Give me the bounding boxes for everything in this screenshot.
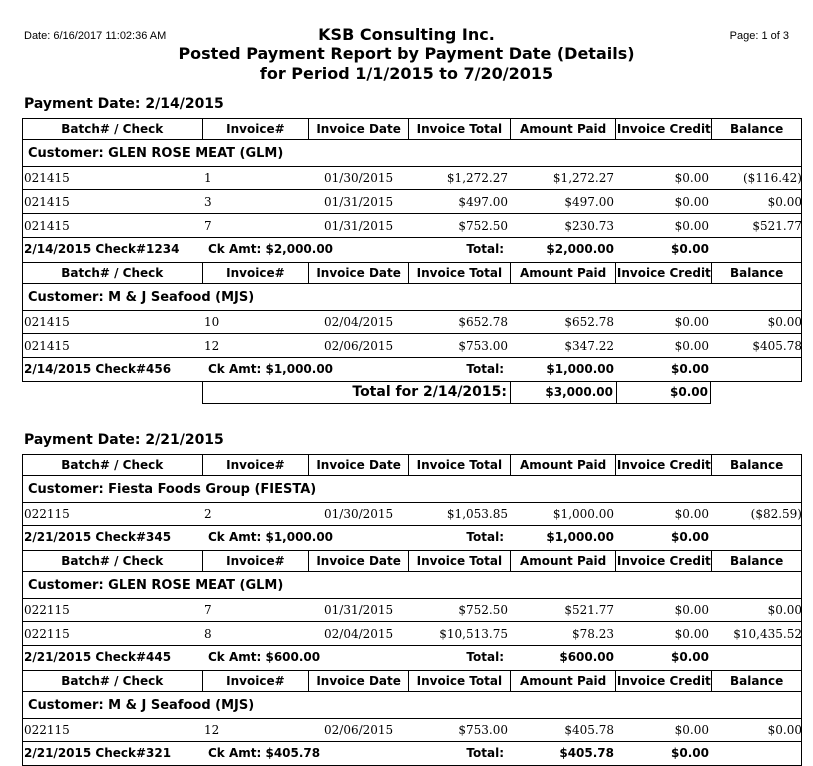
invoice-total: $752.50 — [458, 603, 508, 617]
company-name: KSB Consulting Inc. — [318, 25, 495, 44]
col-invoice-date: Invoice Date — [309, 119, 409, 139]
grand-total-label: Total for 2/14/2015: — [352, 384, 507, 400]
divider — [22, 692, 23, 766]
check-subtotal-row — [24, 742, 802, 764]
col-invoice-date: Invoice Date — [309, 263, 409, 283]
col-batch-check: Batch# / Check — [23, 455, 203, 475]
balance: $0.00 — [767, 195, 802, 209]
col-amount-paid: Amount Paid — [511, 455, 617, 475]
subtotal-credit: $0.00 — [671, 746, 709, 760]
col-invoice-date: Invoice Date — [309, 551, 409, 571]
check-amount: Ck Amt: $2,000.00 — [208, 242, 334, 256]
invoice-date: 01/31/2015 — [324, 603, 394, 617]
table-row — [24, 310, 802, 332]
invoice-total: $753.00 — [458, 339, 508, 353]
customer-name: Customer: GLEN ROSE MEAT (GLM) — [28, 578, 284, 593]
subtotal-paid: $1,000.00 — [546, 362, 614, 376]
col-balance: Balance — [729, 554, 784, 568]
col-invoice-number: Invoice# — [203, 671, 310, 691]
invoice-credit: $0.00 — [674, 507, 709, 521]
col-balance: Balance — [729, 458, 784, 472]
subtotal-paid: $600.00 — [559, 650, 614, 664]
customer-name: Customer: M & J Seafood (MJS) — [28, 290, 255, 305]
invoice-credit: $0.00 — [674, 603, 709, 617]
col-invoice-number: Invoice# — [203, 551, 310, 571]
col-amount-paid: Amount Paid — [511, 119, 617, 139]
invoice-date: 01/31/2015 — [324, 219, 394, 233]
col-invoice-total: Invoice Total — [409, 551, 511, 571]
subtotal-label: Total: — [466, 242, 504, 256]
batch-number: 022115 — [24, 627, 70, 641]
balance: $0.00 — [767, 603, 802, 617]
col-balance: Balance — [729, 122, 784, 136]
subtotal-credit: $0.00 — [671, 242, 709, 256]
invoice-date: 02/04/2015 — [324, 315, 394, 329]
invoice-number: 12 — [204, 339, 220, 353]
amount-paid: $521.77 — [564, 603, 614, 617]
divider — [510, 381, 511, 404]
col-invoice-date: Invoice Date — [309, 671, 409, 691]
payment-date-title: Payment Date: 2/14/2015 — [24, 96, 224, 112]
check-subtotal-row — [24, 526, 802, 548]
col-batch-check: Batch# / Check — [23, 263, 203, 283]
col-batch-check: Batch# / Check — [23, 119, 203, 139]
grand-total-paid: $3,000.00 — [545, 385, 613, 399]
table-row — [24, 622, 802, 644]
invoice-credit: $0.00 — [674, 171, 709, 185]
check-subtotal-row — [24, 646, 802, 668]
invoice-total: $752.50 — [458, 219, 508, 233]
invoice-date: 02/04/2015 — [324, 627, 394, 641]
balance: $405.78 — [752, 339, 802, 353]
table-row — [24, 502, 802, 524]
invoice-total: $652.78 — [458, 315, 508, 329]
report-period: for Period 1/1/2015 to 7/20/2015 — [259, 64, 554, 83]
col-invoice-credit: Invoice Credit — [616, 263, 712, 283]
table-row — [24, 334, 802, 356]
col-invoice-number: Invoice# — [203, 119, 310, 139]
grand-total-credit: $0.00 — [670, 385, 708, 399]
amount-paid: $497.00 — [564, 195, 614, 209]
subtotal-credit: $0.00 — [671, 650, 709, 664]
invoice-number: 2 — [204, 507, 212, 521]
table-row — [24, 718, 802, 740]
amount-paid: $1,000.00 — [552, 507, 614, 521]
subtotal-label: Total: — [466, 530, 504, 544]
subtotal-label: Total: — [466, 362, 504, 376]
invoice-credit: $0.00 — [674, 723, 709, 737]
page-number: Page: 1 of 3 — [729, 30, 789, 42]
subtotal-label: Total: — [466, 650, 504, 664]
col-invoice-credit: Invoice Credit — [616, 671, 712, 691]
invoice-number: 3 — [204, 195, 212, 209]
amount-paid: $230.73 — [564, 219, 614, 233]
column-header-row — [22, 454, 802, 476]
invoice-total: $1,272.27 — [446, 171, 508, 185]
payment-date-title: Payment Date: 2/21/2015 — [24, 432, 224, 448]
balance: $0.00 — [767, 315, 802, 329]
invoice-date: 01/31/2015 — [324, 195, 394, 209]
col-amount-paid: Amount Paid — [511, 263, 617, 283]
table-row — [24, 166, 802, 188]
col-invoice-number: Invoice# — [203, 263, 310, 283]
report-date: Date: 6/16/2017 11:02:36 AM — [24, 30, 167, 42]
table-row — [24, 214, 802, 236]
batch-number: 021415 — [24, 339, 70, 353]
invoice-total: $1,053.85 — [446, 507, 508, 521]
subtotal-credit: $0.00 — [671, 362, 709, 376]
batch-number: 022115 — [24, 723, 70, 737]
col-batch-check: Batch# / Check — [23, 551, 203, 571]
check-number: 2/21/2015 Check#345 — [24, 530, 172, 544]
check-number: 2/21/2015 Check#445 — [24, 650, 172, 664]
invoice-credit: $0.00 — [674, 315, 709, 329]
col-invoice-credit: Invoice Credit — [616, 119, 712, 139]
col-invoice-credit: Invoice Credit — [616, 455, 712, 475]
invoice-number: 1 — [204, 171, 212, 185]
amount-paid: $652.78 — [564, 315, 614, 329]
col-invoice-total: Invoice Total — [409, 671, 511, 691]
balance: ($82.59) — [750, 507, 802, 521]
check-number: 2/14/2015 Check#456 — [24, 362, 172, 376]
balance: $10,435.52 — [733, 627, 802, 641]
customer-name: Customer: GLEN ROSE MEAT (GLM) — [28, 146, 284, 161]
col-amount-paid: Amount Paid — [511, 671, 617, 691]
subtotal-paid: $405.78 — [559, 746, 614, 760]
invoice-total: $753.00 — [458, 723, 508, 737]
amount-paid: $405.78 — [564, 723, 614, 737]
invoice-credit: $0.00 — [674, 339, 709, 353]
divider — [22, 476, 23, 550]
subtotal-paid: $1,000.00 — [546, 530, 614, 544]
invoice-number: 10 — [204, 315, 220, 329]
col-invoice-number: Invoice# — [203, 455, 310, 475]
check-subtotal-row — [24, 358, 802, 380]
invoice-credit: $0.00 — [674, 219, 709, 233]
check-amount: Ck Amt: $1,000.00 — [208, 530, 334, 544]
customer-name: Customer: M & J Seafood (MJS) — [28, 698, 255, 713]
invoice-date: 02/06/2015 — [324, 339, 394, 353]
customer-name: Customer: Fiesta Foods Group (FIESTA) — [28, 482, 317, 497]
invoice-date: 02/06/2015 — [324, 723, 394, 737]
divider — [22, 140, 23, 262]
invoice-date: 01/30/2015 — [324, 507, 394, 521]
balance: ($116.42) — [743, 171, 802, 185]
col-amount-paid: Amount Paid — [511, 551, 617, 571]
col-invoice-date: Invoice Date — [309, 455, 409, 475]
subtotal-paid: $2,000.00 — [546, 242, 614, 256]
batch-number: 022115 — [24, 603, 70, 617]
table-row — [24, 598, 802, 620]
amount-paid: $347.22 — [564, 339, 614, 353]
check-subtotal-row — [24, 238, 802, 260]
table-row — [24, 190, 802, 212]
amount-paid: $1,272.27 — [552, 171, 614, 185]
report-title: Posted Payment Report by Payment Date (Details) — [178, 44, 635, 63]
batch-number: 022115 — [24, 507, 70, 521]
check-number: 2/21/2015 Check#321 — [24, 746, 172, 760]
invoice-number: 12 — [204, 723, 220, 737]
invoice-number: 7 — [204, 219, 212, 233]
amount-paid: $78.23 — [572, 627, 614, 641]
column-header-row — [22, 118, 802, 140]
col-invoice-total: Invoice Total — [409, 119, 511, 139]
batch-number: 021415 — [24, 315, 70, 329]
col-balance: Balance — [729, 266, 784, 280]
subtotal-credit: $0.00 — [671, 530, 709, 544]
subtotal-label: Total: — [466, 746, 504, 760]
column-header-row — [22, 262, 802, 284]
batch-number: 021415 — [24, 171, 70, 185]
batch-number: 021415 — [24, 195, 70, 209]
batch-number: 021415 — [24, 219, 70, 233]
col-invoice-total: Invoice Total — [409, 455, 511, 475]
invoice-credit: $0.00 — [674, 195, 709, 209]
balance: $521.77 — [752, 219, 802, 233]
column-header-row — [22, 550, 802, 572]
check-amount: Ck Amt: $405.78 — [208, 746, 321, 760]
invoice-number: 7 — [204, 603, 212, 617]
col-invoice-total: Invoice Total — [409, 263, 511, 283]
divider — [616, 381, 617, 404]
col-invoice-credit: Invoice Credit — [616, 551, 712, 571]
check-amount: Ck Amt: $600.00 — [208, 650, 321, 664]
invoice-credit: $0.00 — [674, 627, 709, 641]
invoice-number: 8 — [204, 627, 212, 641]
column-header-row — [22, 670, 802, 692]
col-batch-check: Batch# / Check — [23, 671, 203, 691]
invoice-date: 01/30/2015 — [324, 171, 394, 185]
col-balance: Balance — [729, 674, 784, 688]
balance: $0.00 — [767, 723, 802, 737]
invoice-total: $497.00 — [458, 195, 508, 209]
check-number: 2/14/2015 Check#1234 — [24, 242, 180, 256]
invoice-total: $10,513.75 — [439, 627, 508, 641]
check-amount: Ck Amt: $1,000.00 — [208, 362, 334, 376]
